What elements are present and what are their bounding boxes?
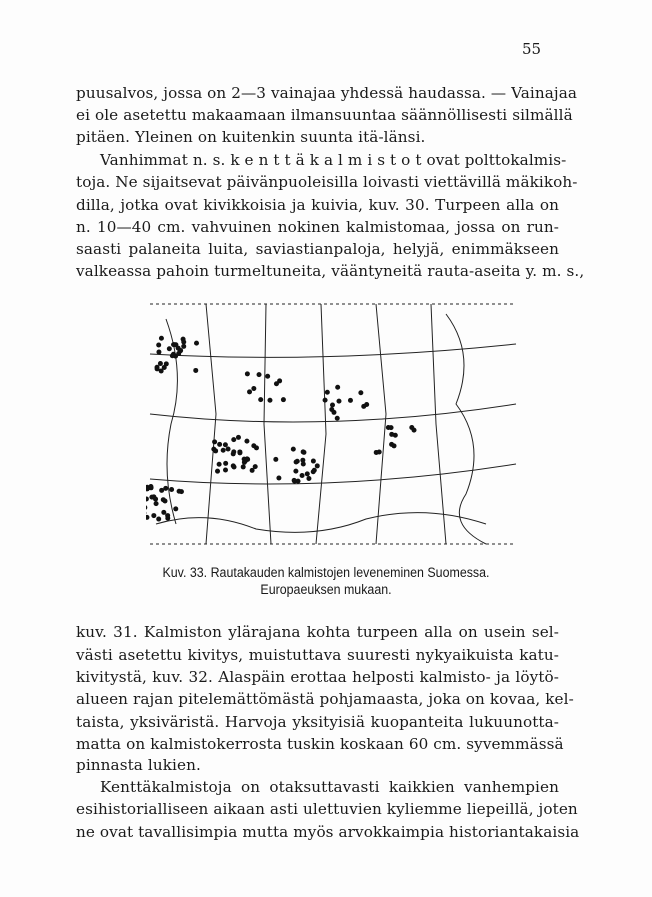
- finland-cemetery-map: [146, 294, 520, 556]
- site-marker: [232, 465, 237, 470]
- site-marker: [293, 469, 298, 474]
- site-marker: [251, 386, 256, 391]
- site-marker: [231, 449, 236, 454]
- site-marker: [212, 439, 217, 444]
- text-line: esihistorialliseen aikaan asti ulettuvien kyliemme liepeillä, joten: [76, 800, 578, 818]
- site-marker: [361, 404, 366, 409]
- text-line: ei ole asetettu makaamaan ilmansuuntaa säännöllisesti silmällä: [76, 106, 573, 124]
- site-marker: [170, 353, 175, 358]
- site-marker: [151, 513, 156, 518]
- site-marker: [231, 437, 236, 442]
- text-line: Vanhimmat n. s. k e n t t ä k a l m i s t o t ovat polttokalmis-: [100, 151, 567, 169]
- site-marker: [162, 365, 167, 370]
- site-marker: [194, 341, 199, 346]
- site-marker: [267, 398, 272, 403]
- site-marker: [156, 343, 161, 348]
- site-marker: [158, 361, 163, 366]
- text-line: pitäen. Yleinen on kuitenkin suunta itä-länsi.: [76, 128, 426, 146]
- site-marker: [237, 450, 242, 455]
- text-line: Kenttäkalmistoja on otaksuttavasti kaikkien vanhempien: [100, 778, 559, 796]
- text-line: matta on kalmistokerrosta tuskin koskaan 60 cm. syvemmässä: [76, 735, 564, 753]
- site-marker: [146, 505, 147, 510]
- site-marker: [161, 497, 166, 502]
- site-marker: [181, 344, 186, 349]
- site-marker: [155, 366, 160, 371]
- text-line: taista, yksiväristä. Harvoja yksityisiä kuopanteita lukuunotta-: [76, 713, 559, 731]
- site-marker: [294, 460, 299, 465]
- site-marker: [215, 469, 220, 474]
- text-line: valkeassa pahoin turmeltuneita, vääntyneitä rauta-aseita y. m. s.,: [76, 262, 585, 280]
- site-marker: [223, 442, 228, 447]
- site-marker: [167, 346, 172, 351]
- site-marker: [276, 475, 281, 480]
- site-marker: [236, 435, 241, 440]
- site-marker: [291, 447, 296, 452]
- text-line: puusalvos, jossa on 2—3 vainajaa yhdessä haudassa. — Vainajaa: [76, 84, 578, 102]
- site-marker: [258, 397, 263, 402]
- site-marker: [156, 350, 161, 355]
- site-marker: [273, 457, 278, 462]
- site-marker: [154, 501, 159, 506]
- site-marker: [315, 463, 320, 468]
- text-line: kuv. 31. Kalmiston ylärajana kohta turpeen alla on usein sel-: [76, 623, 559, 641]
- site-marker: [178, 348, 183, 353]
- site-marker: [311, 459, 316, 464]
- site-marker: [300, 473, 305, 478]
- site-marker: [336, 399, 341, 404]
- site-marker: [409, 425, 414, 430]
- site-marker: [330, 402, 335, 407]
- site-marker: [348, 398, 353, 403]
- site-marker: [172, 342, 177, 347]
- site-marker: [245, 371, 250, 376]
- site-marker: [161, 510, 166, 515]
- site-marker: [193, 368, 198, 373]
- text-line: pinnasta lukien.: [76, 756, 201, 774]
- site-marker: [358, 390, 363, 395]
- site-marker: [265, 374, 270, 379]
- site-marker: [247, 389, 252, 394]
- site-marker: [169, 487, 174, 492]
- site-marker: [223, 461, 228, 466]
- site-marker: [392, 443, 397, 448]
- site-marker: [146, 496, 149, 501]
- text-line: alueen rajan pitelemättömästä pohjamaasta, joka on kovaa, kel-: [76, 690, 574, 708]
- text-line: saasti palaneita luita, saviastianpaloja, helyjä, enimmäkseen: [76, 240, 559, 258]
- site-marker: [281, 397, 286, 402]
- site-marker: [211, 447, 216, 452]
- text-line: västi asetettu kivitys, muistuttava suuresti nykyaikuista katu-: [76, 646, 559, 664]
- site-marker: [217, 442, 222, 447]
- site-marker: [253, 464, 258, 469]
- text-line: ne ovat tavallisimpia mutta myös arvokkaimpia historiantakaisia: [76, 823, 580, 841]
- site-marker: [277, 378, 282, 383]
- site-marker: [159, 488, 164, 493]
- site-marker: [305, 471, 310, 476]
- site-marker: [311, 469, 316, 474]
- site-marker: [306, 476, 311, 481]
- site-marker: [221, 448, 226, 453]
- site-marker: [173, 506, 178, 511]
- site-marker: [335, 385, 340, 390]
- page-number: 55: [522, 40, 542, 58]
- site-marker: [292, 479, 297, 484]
- site-marker: [300, 458, 305, 463]
- figure-caption-source: Europaeuksen mukaan.: [260, 582, 392, 597]
- text-line: n. 10—40 cm. vahvuinen nokinen kalmistomaa, jossa on run-: [76, 218, 559, 236]
- site-marker: [325, 390, 330, 395]
- site-marker: [223, 467, 228, 472]
- site-marker: [244, 439, 249, 444]
- site-marker: [251, 443, 256, 448]
- text-line: dilla, jotka ovat kivikkoisia ja kuivia, kuv. 30. Turpeen alla on: [76, 196, 559, 214]
- site-marker: [389, 432, 394, 437]
- site-marker: [377, 449, 382, 454]
- figure-caption: Kuv. 33. Rautakauden kalmistojen leveneminen Suomessa.: [162, 565, 490, 580]
- site-marker: [149, 495, 154, 500]
- site-marker: [257, 372, 262, 377]
- site-marker: [159, 336, 164, 341]
- site-marker: [146, 515, 149, 520]
- site-marker: [389, 425, 394, 430]
- text-line: toja. Ne sijaitsevat päivänpuoleisilla loivasti viettävillä mäkikoh-: [76, 173, 578, 191]
- site-marker: [335, 416, 340, 421]
- site-marker: [243, 458, 248, 463]
- site-marker: [165, 516, 170, 521]
- site-marker: [181, 340, 186, 345]
- site-marker: [226, 447, 231, 452]
- site-marker: [323, 398, 328, 403]
- site-marker: [301, 450, 306, 455]
- site-marker: [331, 410, 336, 415]
- site-marker: [241, 464, 246, 469]
- site-marker: [177, 489, 182, 494]
- site-marker: [156, 517, 161, 522]
- text-line: kivitystä, kuv. 32. Alaspäin erottaa helposti kalmisto- ja löytö-: [76, 668, 559, 686]
- site-marker: [217, 462, 222, 467]
